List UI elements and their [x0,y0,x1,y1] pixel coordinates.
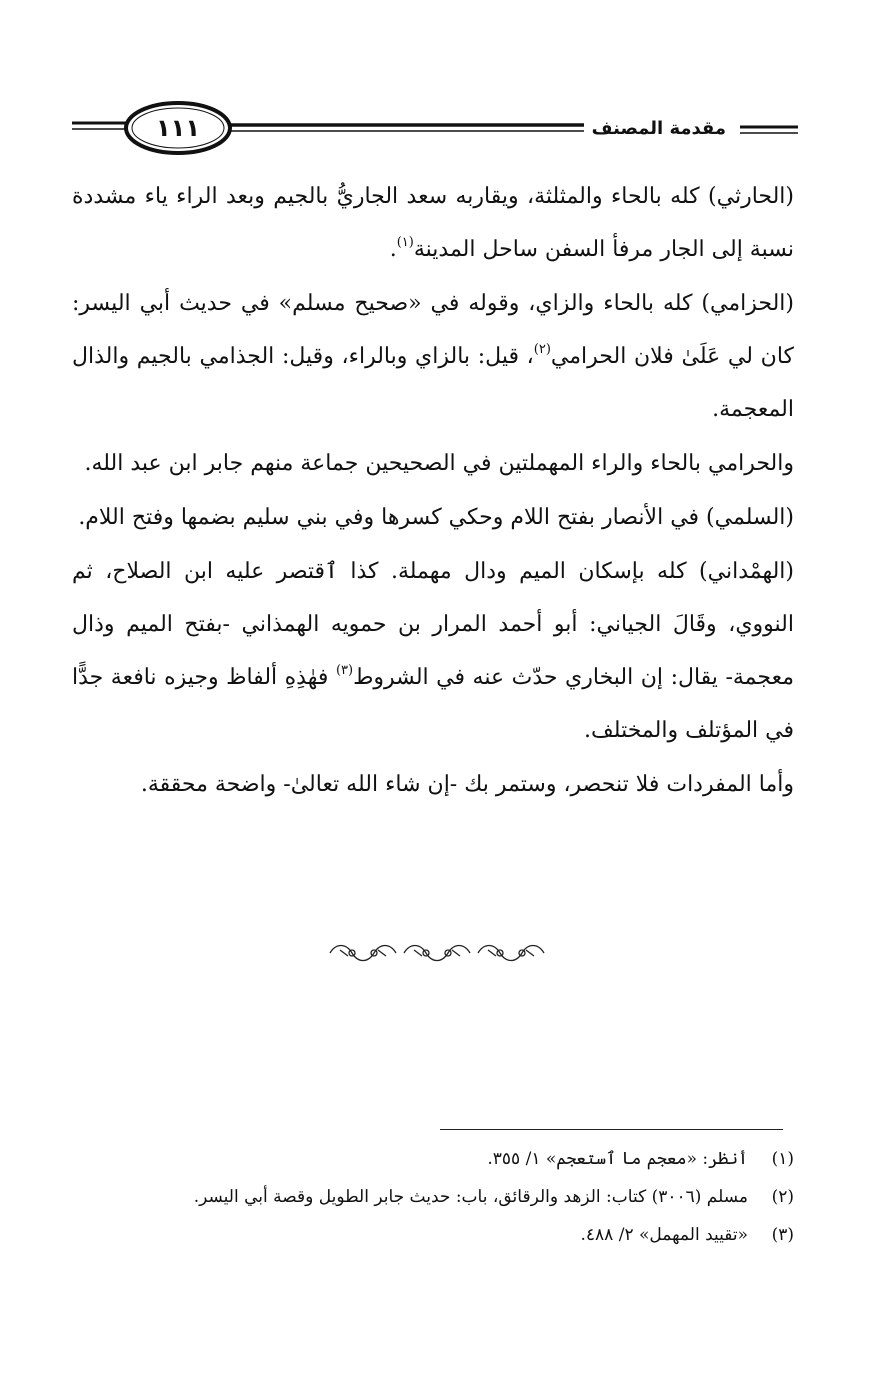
section-end-ornament [326,938,546,968]
footnote-number: (١) [771,1149,794,1169]
paragraph-harithi [72,170,794,276]
paragraph-text: (الهمْداني) كله بإسكان الميم ودال مهملة. كذا ٱقتصر عليه ابن الصلاح، ثم النووي، وقَالَ الجياني: أبو أحمد المرار بن حمويه الهمذاني -بفتح الميم وذال معجمة- يقال: إن البخاري حدّث عنه في الشروط [72,559,794,690]
paragraph-text: ، قيل: بالزاي وبالراء، وقيل: الجذامي بالجيم والذال المعجمة. [72,344,794,422]
paragraph-salami: (السلمي) في الأنصار بفتح اللام وحكي كسرها وفي بني سليم بضمها وفتح اللام. [78,505,794,530]
footnote-number: (٣) [771,1225,794,1245]
paragraph-text: (الحزامي) كله بالحاء والزاي، وقوله في «صحيح مسلم» في حديث أبي اليسر: كان لي عَلَىٰ فلان الحرامي [72,291,794,369]
paragraph-text: . [389,237,397,262]
footnote-text: مسلم (٣٠٠٦) كتاب: الزهد والرقائق، باب: حديث جابر الطويل وقصة أبي اليسر. [193,1187,748,1207]
paragraph-mufradat: وأما المفردات فلا تنحصر، وستمر بك -إن شاء الله تعالىٰ- واضحة محققة. [140,772,794,797]
footnote-ref: (١) [396,235,414,250]
footnote-separator [440,1129,783,1130]
paragraph-harami: والحرامي بالحاء والراء المهملتين في الصحيحين جماعة منهم جابر ابن عبد الله. [84,451,794,476]
page-number: ١١١ [156,114,200,142]
paragraph-text: فهٰذِهِ ألفاظ وجيزه نافعة جدًّا في المؤتلف والمختلف. [72,665,794,743]
footnote-item [72,1140,794,1178]
footnote-item [72,1178,794,1216]
paragraph-hizami [72,277,794,436]
footnote-ref: (٢) [533,342,551,357]
page-header [70,100,800,160]
footnote-ref: (٣) [335,663,354,678]
footnotes [72,1140,794,1254]
paragraph-text: (الحارثي) كله بالحاء والمثلثة، ويقاربه سعد الجاريُّ بالجيم وبعد الراء ياء مشددة نسبة إلى الجار مرفأ السفن ساحل المدينة [72,184,794,262]
running-title: مقدمة المصنف [584,114,734,144]
footnote-item [72,1216,794,1254]
footnote-text: «تقييد المهمل» ٢/ ٤٨٨. [580,1225,748,1245]
paragraph-hamdani [72,545,794,757]
main-text [72,170,794,812]
footnote-number: (٢) [771,1187,794,1207]
footnote-text: أنظر: «معجم ما ٱستعجم» ١/ ٣٥٥. [487,1149,748,1169]
